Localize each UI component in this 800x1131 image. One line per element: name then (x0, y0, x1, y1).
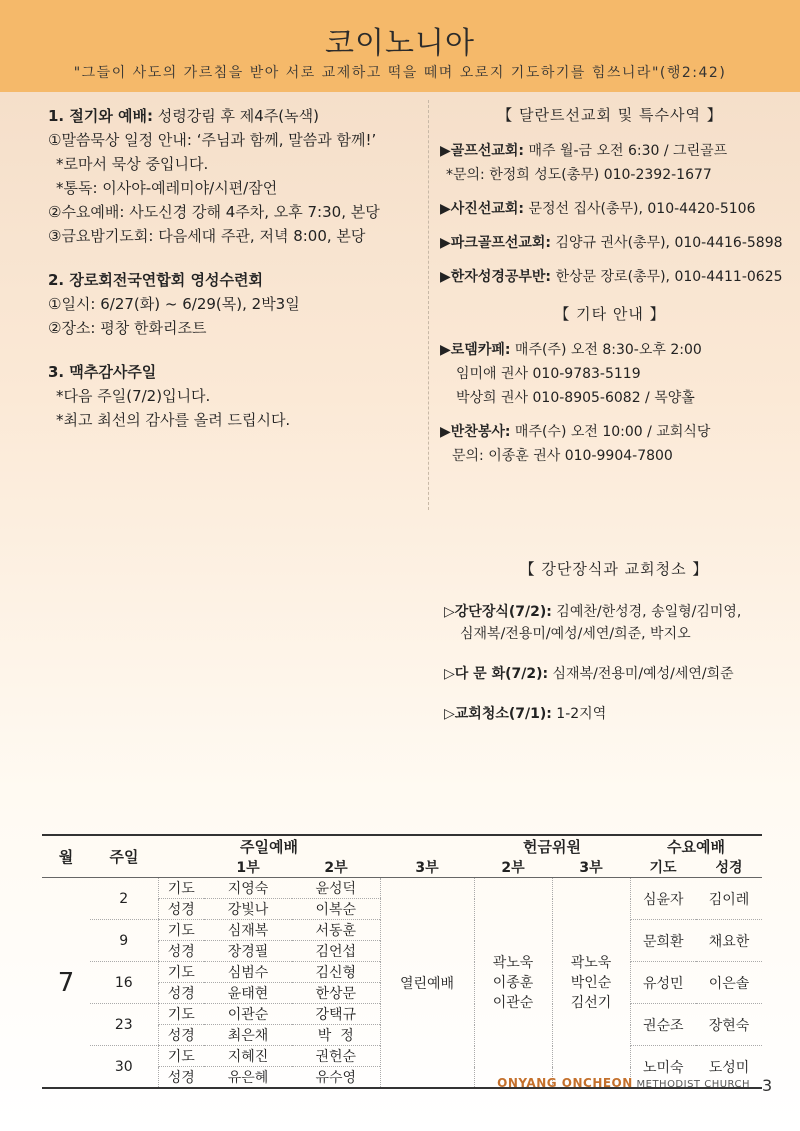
section-liturgy (48, 104, 428, 248)
church-brand (440, 1076, 750, 1090)
offering-name: 곽노욱 (570, 954, 612, 971)
announcement-line: *다음 주일(7/2)입니다. (56, 387, 211, 405)
announcement-line: ③금요밤기도회: 다음세대 주관, 저녁 8:00, 본당 (48, 227, 366, 245)
item-text: 1-2지역 (551, 706, 607, 722)
offering-2bu-cell (474, 878, 552, 1089)
service2-cell: 이복순 (292, 899, 380, 920)
role-cell: 기도 (158, 920, 204, 941)
offering-name: 김선기 (570, 994, 612, 1011)
wed-bible-cell: 김이레 (696, 878, 762, 920)
multicultural (444, 663, 784, 685)
header-week: 주일 (90, 835, 158, 878)
item-text: 심재복/전용미/예성/세연/희준 (548, 666, 734, 682)
service1-cell: 심범수 (204, 962, 292, 983)
month-cell: 7 (42, 878, 90, 1089)
service2-cell: 윤성덕 (292, 878, 380, 899)
altar-cleaning-title: 【 강단장식과 교회청소 】 (519, 560, 709, 578)
announcements-right (440, 104, 783, 478)
section-heading: 2. 장로회전국연합회 영성수련회 (48, 271, 263, 289)
header-offering-2bu: 2부 (474, 857, 552, 878)
section-heading: 3. 맥추감사주일 (48, 363, 157, 381)
header-month: 월 (42, 835, 90, 878)
service1-cell: 최은채 (204, 1025, 292, 1046)
service2-cell: 김신형 (292, 962, 380, 983)
week-cell: 16 (90, 962, 158, 1004)
service1-cell: 장경필 (204, 941, 292, 962)
announcement-line: *로마서 묵상 중입니다. (56, 155, 209, 173)
offering-name: 박인순 (570, 974, 612, 991)
wed-pray-cell: 노미숙 (630, 1046, 696, 1089)
service2-cell: 권헌순 (292, 1046, 380, 1067)
third-service-cell: 열린예배 (380, 878, 474, 1089)
item-text: 문정선 집사(총무), 010-4420-5106 (524, 201, 756, 217)
role-cell: 기도 (158, 962, 204, 983)
week-cell: 2 (90, 878, 158, 920)
altar-decoration (444, 601, 784, 645)
hanja-study (440, 265, 783, 289)
service2-cell: 김언섭 (292, 941, 380, 962)
item-label: ▶사진선교회: (440, 201, 524, 217)
golf-ministry (440, 139, 780, 187)
service1-cell: 지혜진 (204, 1046, 292, 1067)
week-cell: 30 (90, 1046, 158, 1089)
item-label: ▶반찬봉사: (440, 424, 511, 440)
offering-name: 곽노욱 (492, 954, 534, 971)
service1-cell: 이관순 (204, 1004, 292, 1025)
service1-cell: 지영숙 (204, 878, 292, 899)
wed-bible-cell: 도성미 (696, 1046, 762, 1089)
wed-bible-cell: 장현숙 (696, 1004, 762, 1046)
announcement-line: ②수요예배: 사도신경 강해 4주차, 오후 7:30, 본당 (48, 203, 380, 221)
week-cell: 23 (90, 1004, 158, 1046)
column-divider (428, 100, 429, 510)
header-verse: "그들이 사도의 가르침을 받아 서로 교제하고 떡을 떼며 오로지 기도하기를 힘쓰니라"(행2:42) (73, 65, 727, 81)
announcement-line: *통독: 이사야-예레미야/시편/잠언 (56, 179, 278, 197)
header-bible: 성경 (696, 857, 762, 878)
item-label: ▷다 문 화(7/2): (444, 666, 549, 682)
service1-cell: 심재복 (204, 920, 292, 941)
item-label: ▶로뎀카페: (440, 342, 511, 358)
item-subtext: 임미애 권사 010-9783-5119 (456, 366, 641, 382)
service-schedule-table (42, 834, 762, 1089)
header-role (158, 857, 204, 878)
wed-bible-cell: 이은솔 (696, 962, 762, 1004)
offering-name: 이관순 (492, 994, 534, 1011)
section-thanksgiving (48, 360, 428, 432)
item-label: ▶파크골프선교회: (440, 235, 552, 251)
item-text: 매주(수) 오전 10:00 / 교회식당 (510, 424, 711, 440)
item-subtext: 심재복/전용미/예성/세연/희준, 박지오 (460, 626, 691, 642)
item-subtext: 박상희 권사 010-8905-6082 / 목양홀 (456, 390, 695, 406)
header-sunday: 주일예배 (158, 835, 380, 857)
section-heading-sub: 성령강림 후 제4주(녹색) (153, 107, 319, 125)
item-text: 김예찬/한성경, 송일형/김미영, (551, 604, 742, 620)
other-info-title: 【 기타 안내 】 (554, 305, 666, 323)
page-number: 3 (762, 1076, 773, 1095)
announcements-left (48, 104, 428, 452)
announcement-line: ①일시: 6/27(화) ~ 6/29(목), 2박3일 (48, 295, 300, 313)
wed-pray-cell: 유성민 (630, 962, 696, 1004)
altar-cleaning-section (444, 558, 784, 743)
wed-bible-cell: 채요한 (696, 920, 762, 962)
role-cell: 기도 (158, 878, 204, 899)
parkgolf-ministry (440, 231, 783, 255)
announcement-line: ①말씀묵상 일정 안내: ‘주님과 함께, 말씀과 함께!’ (48, 131, 377, 149)
item-label: ▶한자성경공부반: (440, 269, 552, 285)
service2-cell: 강택규 (292, 1004, 380, 1025)
side-dish-service (440, 420, 780, 468)
rotem-cafe (440, 338, 780, 410)
item-label: ▶골프선교회: (440, 143, 524, 159)
item-text: 매주(주) 오전 8:30-오후 2:00 (510, 342, 702, 358)
week-cell: 9 (90, 920, 158, 962)
wed-pray-cell: 심윤자 (630, 878, 696, 920)
header-blank (380, 835, 474, 857)
service1-cell: 강빛나 (204, 899, 292, 920)
service1-cell: 유은혜 (204, 1067, 292, 1089)
role-cell: 성경 (158, 1025, 204, 1046)
item-text: 김양규 권사(총무), 010-4416-5898 (551, 235, 783, 251)
role-cell: 성경 (158, 941, 204, 962)
item-text: 한상문 장로(총무), 010-4411-0625 (551, 269, 783, 285)
role-cell: 기도 (158, 1004, 204, 1025)
wed-pray-cell: 권순조 (630, 1004, 696, 1046)
header-offering: 헌금위원 (474, 835, 630, 857)
church-cleaning (444, 703, 784, 725)
service2-cell: 한상문 (292, 983, 380, 1004)
header-wednesday: 수요예배 (630, 835, 762, 857)
brand-subname: METHODIST CHURCH (632, 1079, 750, 1090)
service2-cell: 박 정 (292, 1025, 380, 1046)
service2-cell: 서동훈 (292, 920, 380, 941)
item-label: ▷강단장식(7/2): (444, 604, 552, 620)
wed-pray-cell: 문희환 (630, 920, 696, 962)
role-cell: 기도 (158, 1046, 204, 1067)
section-heading: 1. 절기와 예배: (48, 107, 154, 125)
role-cell: 성경 (158, 899, 204, 920)
announcement-line: ②장소: 평창 한화리조트 (48, 319, 207, 337)
header-pray: 기도 (630, 857, 696, 878)
role-cell: 성경 (158, 1067, 204, 1089)
item-subtext: *문의: 한정희 성도(총무) 010-2392-1677 (446, 167, 712, 183)
talent-ministry-title: 【 달란트선교회 및 특수사역 】 (497, 106, 723, 124)
brand-name: ONYANG ONCHEON (497, 1076, 633, 1090)
offering-name: 이종훈 (492, 974, 534, 991)
section-retreat (48, 268, 428, 340)
offering-3bu-cell (552, 878, 630, 1089)
page-header (0, 0, 800, 92)
item-label: ▷교회청소(7/1): (444, 706, 552, 722)
announcement-line: *최고 최선의 감사를 올려 드립시다. (56, 411, 291, 429)
header-2bu: 2부 (292, 857, 380, 878)
role-cell: 성경 (158, 983, 204, 1004)
service2-cell: 유수영 (292, 1067, 380, 1089)
header-offering-3bu: 3부 (552, 857, 630, 878)
item-text: 매주 월-금 오전 6:30 / 그린골프 (524, 143, 728, 159)
service1-cell: 윤태현 (204, 983, 292, 1004)
page-title: 코이노니아 (325, 26, 475, 61)
header-3bu: 3부 (380, 857, 474, 878)
photo-ministry (440, 197, 780, 221)
header-1bu: 1부 (204, 857, 292, 878)
item-subtext: 문의: 이종훈 권사 010-9904-7800 (452, 448, 673, 464)
